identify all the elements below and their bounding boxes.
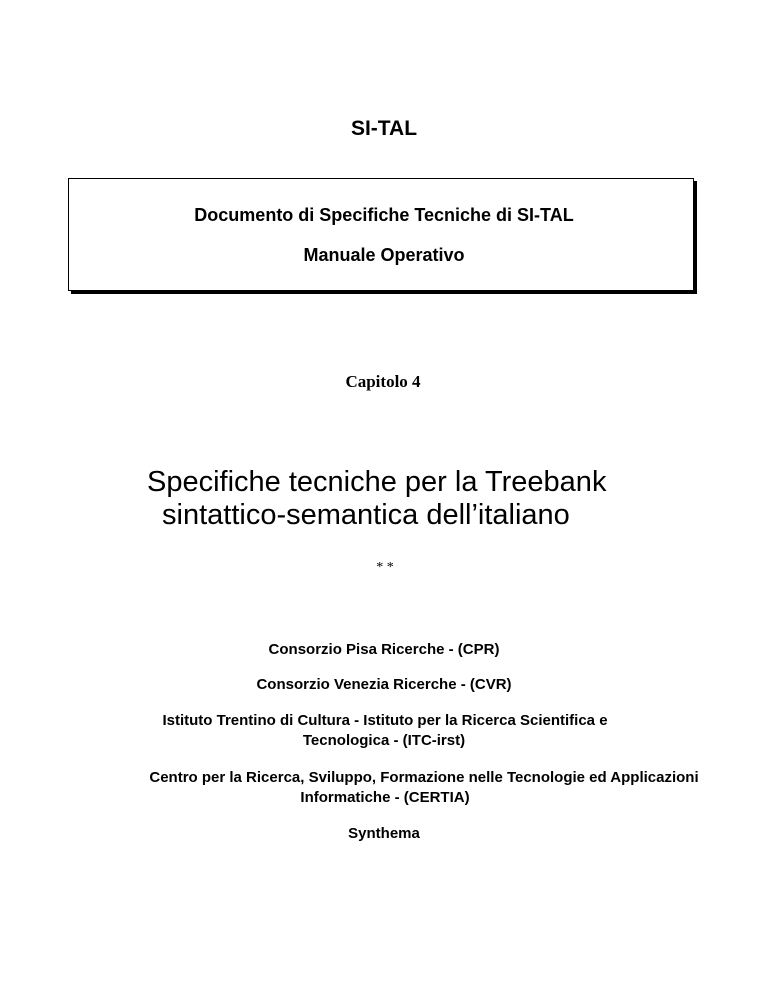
document-subtitle: Manuale Operativo bbox=[303, 245, 465, 265]
main-title-line-2: sintattico-semantica dell’italiano bbox=[162, 499, 570, 531]
separator: * * bbox=[376, 560, 394, 575]
main-title-line-1: Specifiche tecniche per la Treebank bbox=[147, 466, 607, 498]
organization-certia-line-2: Informatiche - (CERTIA) bbox=[300, 789, 470, 806]
organization-cpr: Consorzio Pisa Ricerche - (CPR) bbox=[268, 641, 500, 658]
document-title: Documento di Specifiche Tecniche di SI-TAL bbox=[194, 205, 574, 225]
organization-itc-line-2: Tecnologica - (ITC-irst) bbox=[302, 732, 466, 749]
organization-certia-line-1: Centro per la Ricerca, Sviluppo, Formazione nelle Tecnologie ed Applicazioni bbox=[149, 769, 699, 786]
project-title: SI-TAL bbox=[350, 117, 418, 140]
organization-itc-line-1: Istituto Trentino di Cultura - Istituto per la Ricerca Scientifica e bbox=[162, 712, 608, 729]
title-box bbox=[68, 178, 694, 291]
organization-synthema: Synthema bbox=[348, 825, 420, 842]
organization-cvr: Consorzio Venezia Ricerche - (CVR) bbox=[256, 676, 512, 693]
chapter-label: Capitolo 4 bbox=[345, 372, 421, 391]
